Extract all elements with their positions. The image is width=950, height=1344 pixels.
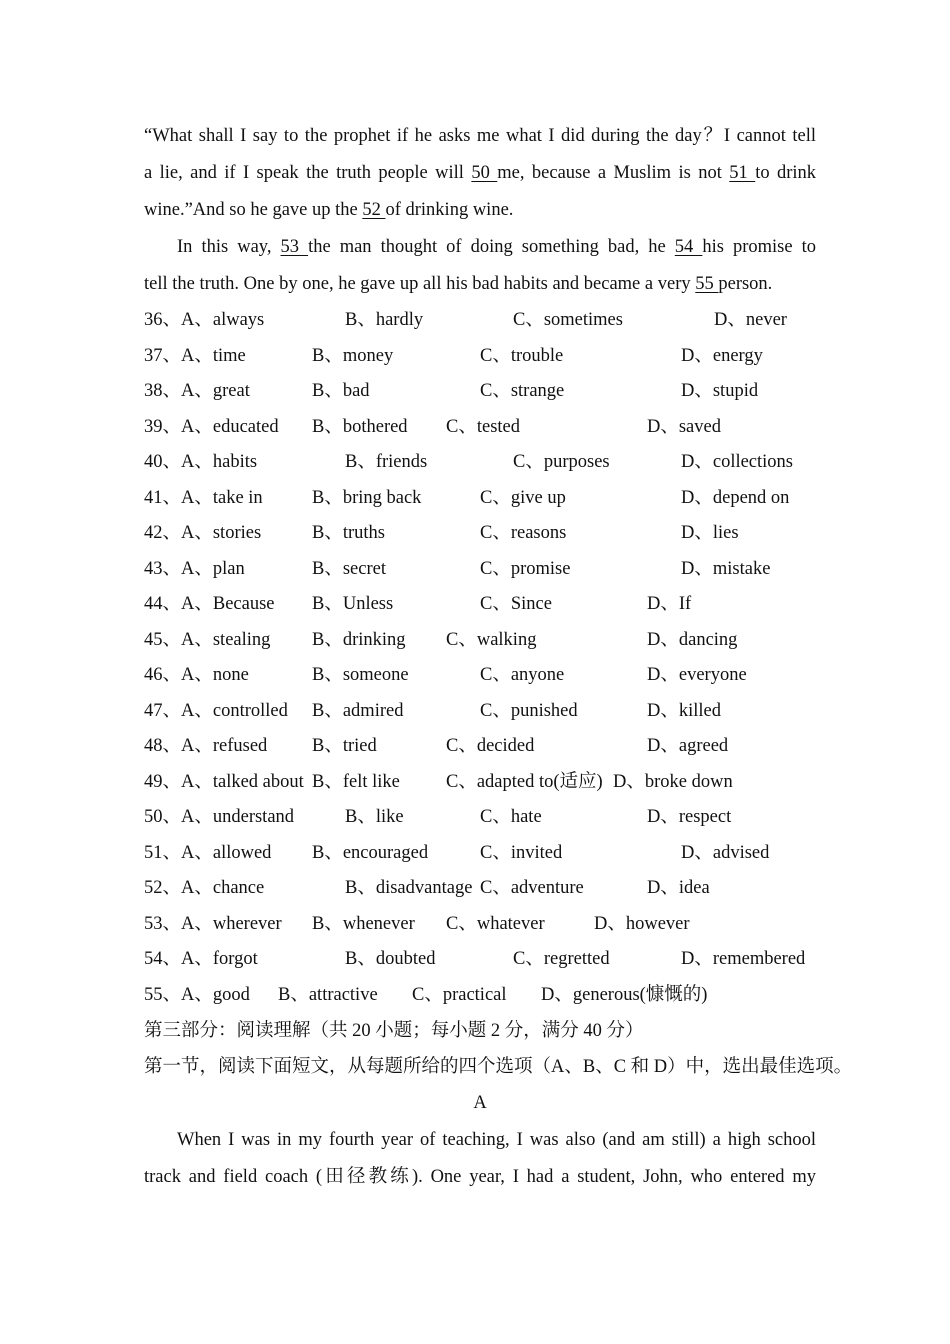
section-instructions: 第一节，阅读下面短文，从每题所给的四个选项（A、B、C 和 D）中，选出最佳选项。 — [144, 1057, 853, 1077]
passage-line: “What shall I say to the prophet if he asks me what I did during the day？I cannot tell — [144, 126, 816, 146]
option-row: 43、A、plan B、secret C、promise D、mistake — [144, 558, 771, 579]
option-row: 49、A、talked about B、felt like C、adapted to(适应) D、broke down — [144, 771, 733, 792]
option-row: 48、A、refused B、tried C、decided D、agreed — [144, 736, 729, 756]
option-row: 45、A、stealing B、drinking C、walking D、dancing — [144, 629, 738, 650]
option-row: 52、A、chance B、disadvantage C、adventure D、idea — [144, 878, 710, 898]
option-row: 50、A、understand B、like C、hate D、respect — [144, 807, 732, 827]
passage-line: In this way, 53 the man thought of doing something bad, he 54 his promise to — [177, 237, 817, 257]
blank-51: 51 — [729, 163, 756, 183]
blank-54: 54 — [674, 237, 703, 257]
blank-53: 53 — [280, 237, 309, 257]
option-row: 40、A、habits B、friends C、purposes D、collections — [144, 452, 794, 472]
option-row: 36、A、always B、hardly C、sometimes D、never — [144, 310, 787, 330]
passage-line: a lie, and if I speak the truth people will 50 me, because a Muslim is not 51 to drink — [144, 163, 817, 183]
option-row: 38、A、great B、bad C、strange D、stupid — [144, 381, 759, 401]
option-row: 39、A、educated B、bothered C、tested D、saved — [144, 416, 721, 437]
option-row: 55、A、good B、attractive C、practical D、generous(慷慨的) — [144, 984, 708, 1005]
option-row: 44、A、Because B、Unless C、Since D、If — [144, 594, 692, 614]
blank-52: 52 — [362, 200, 386, 220]
reading-line: When I was in my fourth year of teaching, I was also (and am still) a high school — [177, 1130, 816, 1150]
option-row: 54、A、forgot B、doubted C、regretted D、remembered — [144, 949, 806, 969]
passage-line: tell the truth. One by one, he gave up all his bad habits and became a very 55 person. — [144, 274, 773, 294]
option-row: 51、A、allowed B、encouraged C、invited D、advised — [144, 842, 770, 863]
option-row: 42、A、stories B、truths C、reasons D、lies — [144, 523, 739, 543]
option-row: 47、A、controlled B、admired C、punished D、killed — [144, 700, 721, 721]
section-title: 第三部分：阅读理解（共 20 小题；每小题 2 分，满分 40 分） — [144, 1021, 644, 1041]
passage-heading: A — [473, 1093, 487, 1113]
blank-50: 50 — [471, 163, 498, 183]
option-row: 53、A、wherever B、whenever C、whatever D、however — [144, 913, 690, 934]
option-row: 37、A、time B、money C、trouble D、energy — [144, 345, 763, 366]
reading-line: track and field coach (田径教练). One year, I had a student, John, who entered my — [144, 1167, 816, 1187]
document-page — [144, 118, 853, 1196]
option-row: 41、A、take in B、bring back C、give up D、depend on — [144, 487, 790, 508]
passage-line: wine.”And so he gave up the 52 of drinking wine. — [144, 200, 514, 220]
options-list — [144, 303, 816, 1013]
option-row: 46、A、none B、someone C、anyone D、everyone — [144, 665, 747, 685]
blank-55: 55 — [695, 274, 719, 294]
